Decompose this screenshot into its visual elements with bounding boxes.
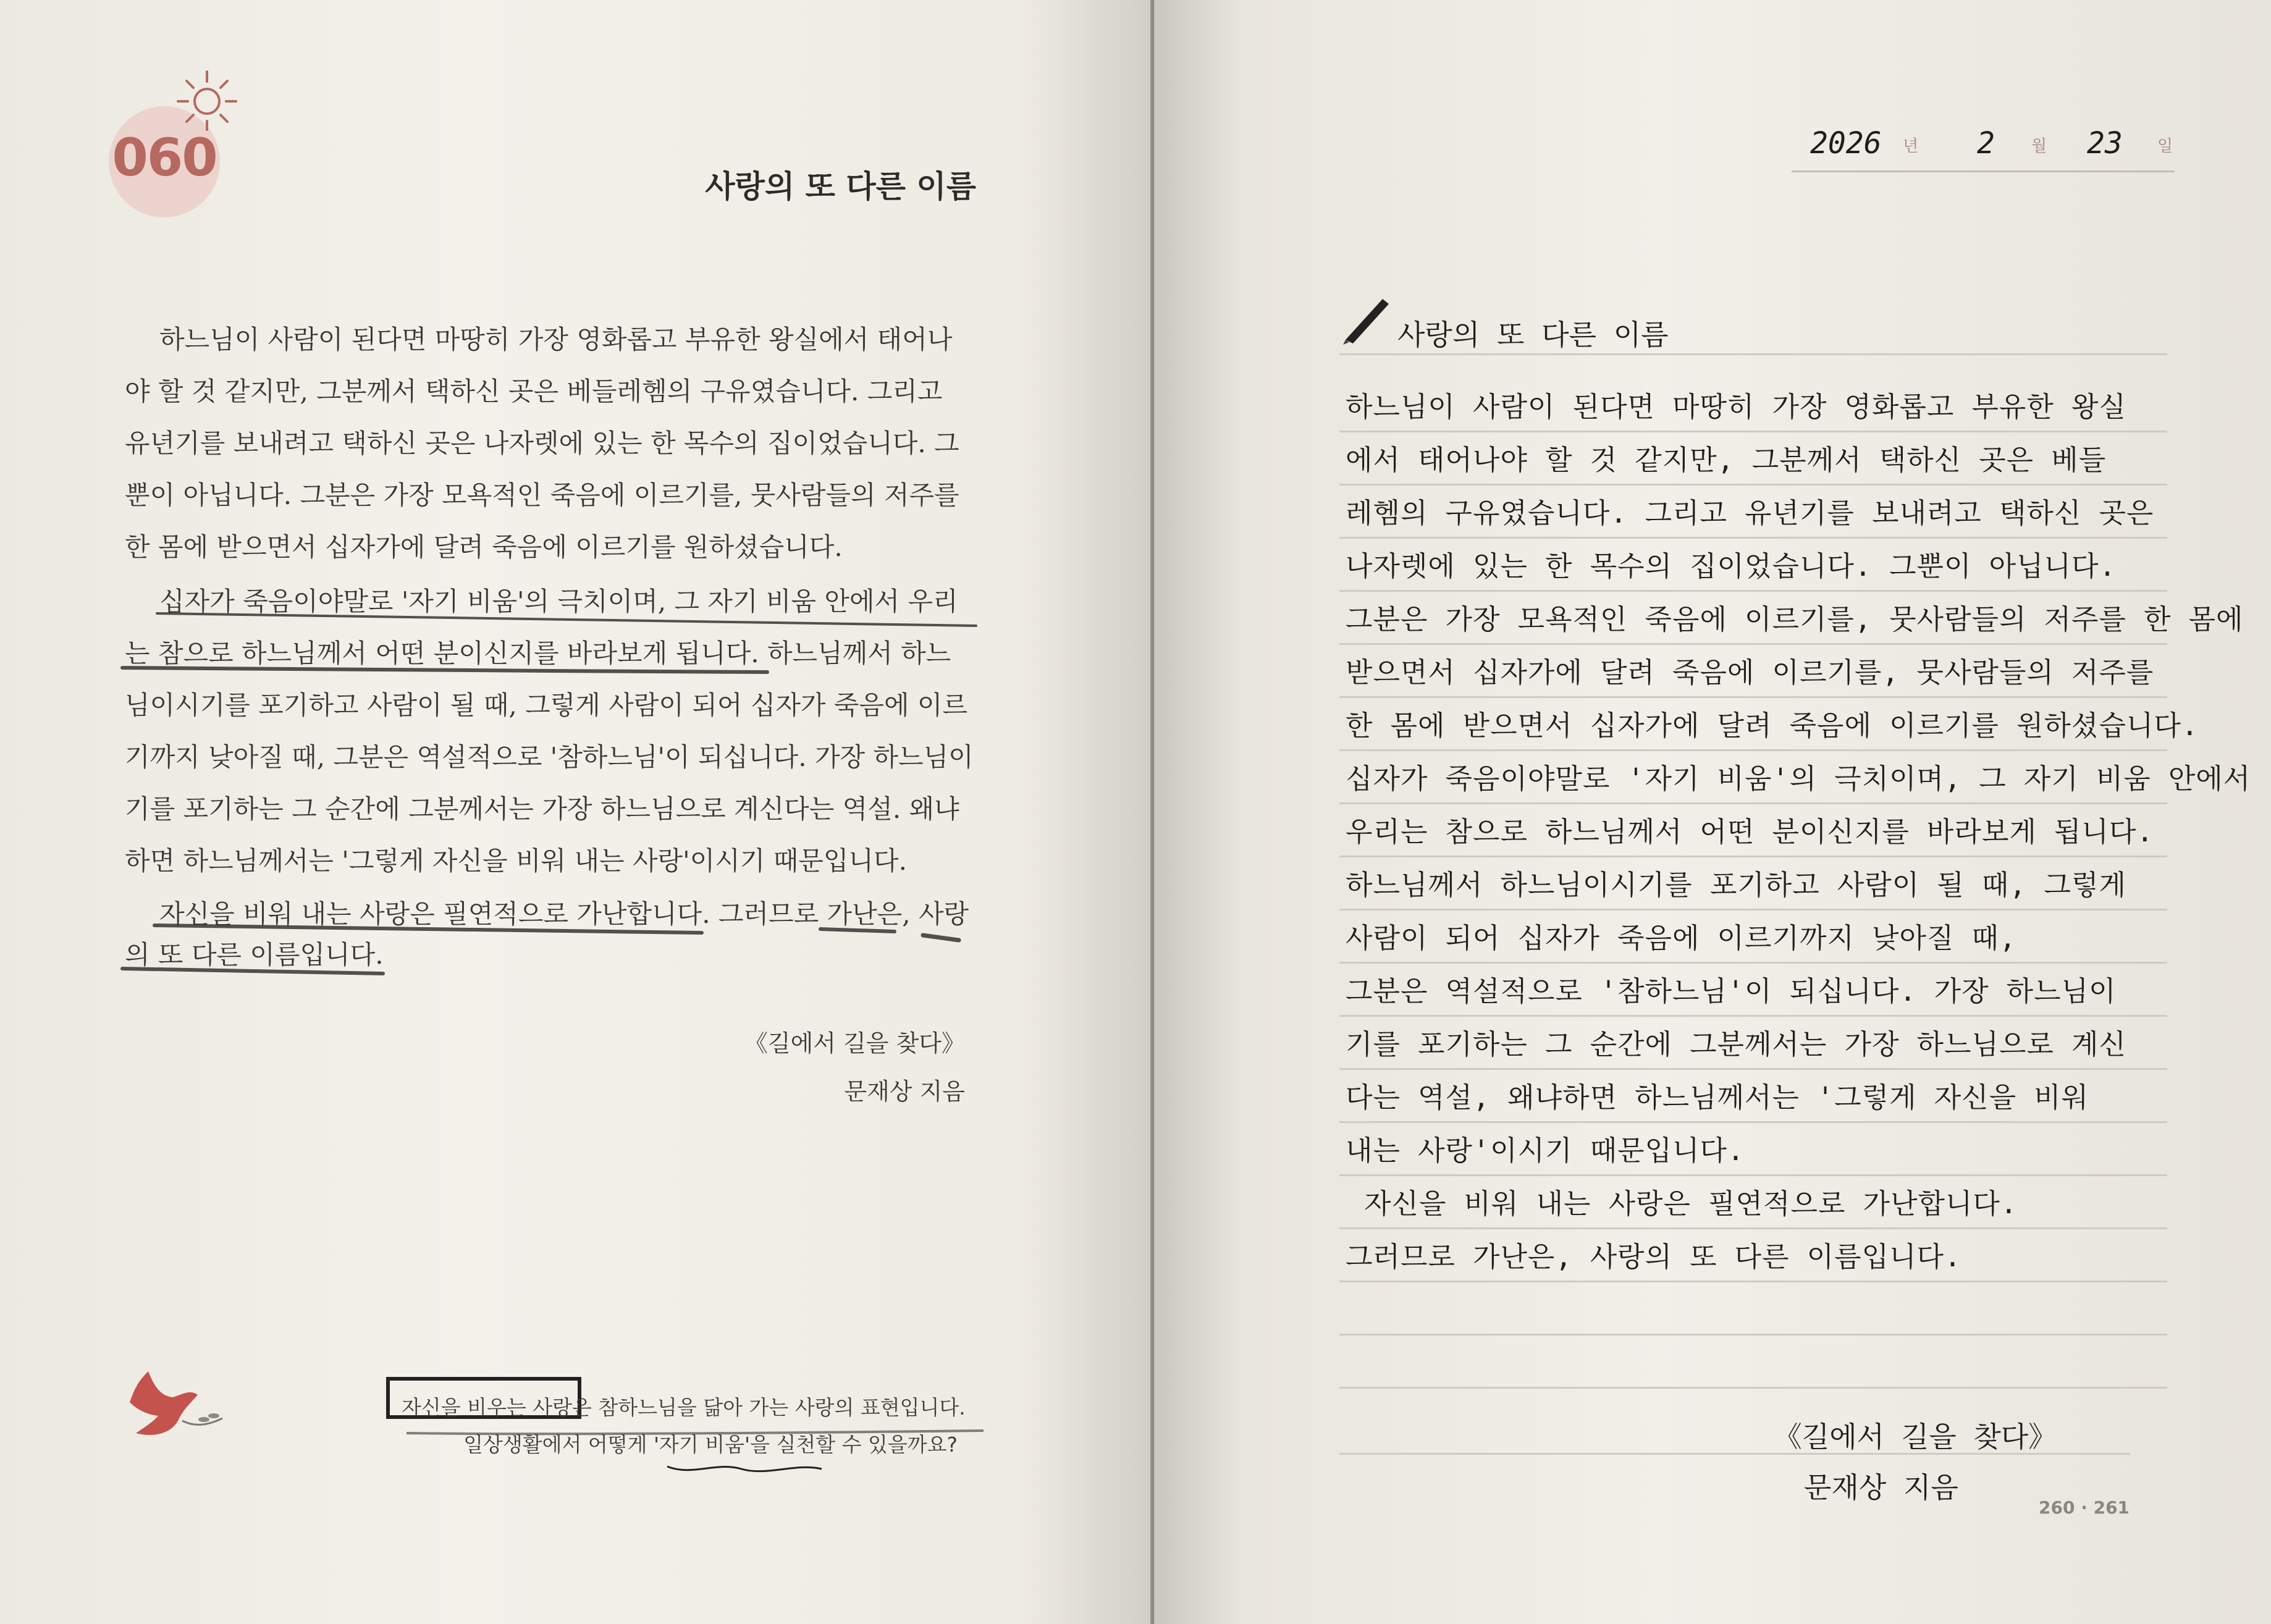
paragraph-line: 기를 포기하는 그 순간에 그분께서는 가장 하느님으로 계신다는 역설. 왜냐 (125, 794, 959, 824)
date-day-unit: 일 (2157, 137, 2173, 156)
paragraph-line: 님이시기를 포기하고 사람이 될 때, 그렇게 사람이 되어 십자가 죽음에 이르 (125, 690, 968, 720)
handwritten-source-author: 문재상 지음 (1804, 1471, 1958, 1504)
date-year-unit: 년 (1903, 137, 1919, 156)
handwritten-title: 사랑의 또 다른 이름 (1397, 318, 1669, 351)
paragraph-line: 기까지 낮아질 때, 그분은 역설적으로 '참하느님'이 되십니다. 가장 하느님이 (125, 742, 974, 772)
sun-icon (173, 65, 241, 133)
handwritten-line: 우리는 참으로 하느님께서 어떤 분이신지를 바라보게 됩니다. (1339, 804, 2167, 857)
date-day: 23 (2087, 126, 2123, 161)
paragraph-line: 자신을 비워 내는 사랑은 필연적으로 가난합니다. 그러므로 가난은, 사랑 (159, 899, 969, 929)
handwritten-line (1339, 1336, 2167, 1389)
handwritten-line: 사람이 되어 십자가 죽음에 이르기까지 낮아질 때, (1339, 911, 2167, 964)
reflection-prompt-line-1: 자신을 비우는 사랑은 참하느님을 닮아 가는 사랑의 표현입니다. (402, 1395, 966, 1420)
paragraph-line: 야 할 것 같지만, 그분께서 택하신 곳은 베들레헴의 구유였습니다. 그리고 (125, 376, 943, 406)
source-author: 문재상 지음 (844, 1078, 965, 1105)
paragraph-line: 십자가 죽음이야말로 '자기 비움'의 극치이며, 그 자기 비움 안에서 우리 (159, 586, 958, 616)
handwritten-source-book: 《길에서 길을 찾다》 (1773, 1420, 2057, 1454)
handwritten-title-row (1339, 309, 2167, 355)
paragraph-line: 한 몸에 받으면서 십자가에 달려 죽음에 이르기를 원하셨습니다. (125, 532, 843, 562)
handwritten-line (1339, 1282, 2167, 1336)
paragraph-line: 유년기를 보내려고 택하신 곳은 나자렛에 있는 한 목수의 집이었습니다. 그 (125, 428, 959, 458)
handwritten-line: 그러므로 가난은, 사랑의 또 다른 이름입니다. (1339, 1229, 2167, 1282)
handwritten-line: 십자가 죽음이야말로 '자기 비움'의 극치이며, 그 자기 비움 안에서 (1339, 751, 2167, 804)
paragraph-line: 의 또 다른 이름입니다. (125, 940, 384, 970)
handwritten-line: 하느님이 사람이 된다면 마땅히 가장 영화롭고 부유한 왕실 (1339, 379, 2167, 432)
pen-icon (1339, 290, 1395, 346)
paragraph-line: 는 참으로 하느님께서 어떤 분이신지를 바라보게 됩니다. 하느님께서 하느 (125, 638, 951, 668)
date-year: 2026 (1810, 126, 1882, 161)
handwritten-line: 자신을 비워 내는 사랑은 필연적으로 가난합니다. (1339, 1176, 2167, 1229)
handwritten-line: 나자렛에 있는 한 목수의 집이었습니다. 그뿐이 아닙니다. (1339, 539, 2167, 592)
date-field (1792, 119, 2175, 172)
handwritten-line: 받으면서 십자가에 달려 죽음에 이르기를, 뭇사람들의 저주를 (1339, 645, 2167, 698)
handwritten-line: 기를 포기하는 그 순간에 그분께서는 가장 하느님으로 계신 (1339, 1017, 2167, 1070)
handwritten-rule (1339, 1453, 2130, 1455)
day-number: 060 (112, 127, 217, 188)
date-month: 2 (1977, 126, 1995, 161)
dove-icon (117, 1359, 229, 1452)
paragraph-line: 하느님이 사람이 된다면 마땅히 가장 영화롭고 부유한 왕실에서 태어나 (159, 324, 953, 355)
handwritten-line: 그분은 가장 모욕적인 죽음에 이르기를, 뭇사람들의 저주를 한 몸에 (1339, 592, 2167, 645)
handwritten-line: 한 몸에 받으면서 십자가에 달려 죽음에 이르기를 원하셨습니다. (1339, 698, 2167, 751)
handwritten-line: 다는 역설, 왜냐하면 하느님께서는 '그렇게 자신을 비워 (1339, 1070, 2167, 1123)
source-book-title: 《길에서 길을 찾다》 (744, 1030, 965, 1057)
reflection-prompt-line-2: 일상생활에서 어떻게 '자기 비움'을 실천할 수 있을까요? (463, 1433, 958, 1457)
handwritten-line: 내는 사랑'이시기 때문입니다. (1339, 1123, 2167, 1176)
handwritten-line: 에서 태어나야 할 것 같지만, 그분께서 택하신 곳은 베들 (1339, 432, 2167, 486)
date-month-unit: 월 (2031, 137, 2047, 156)
paragraph-line: 하면 하느님께서는 '그렇게 자신을 비워 내는 사랑'이시기 때문입니다. (125, 846, 907, 876)
entry-title: 사랑의 또 다른 이름 (705, 168, 976, 204)
handwritten-line: 하느님께서 하느님이시기를 포기하고 사람이 될 때, 그렇게 (1339, 857, 2167, 911)
page-numbers: 260 · 261 (2039, 1497, 2130, 1518)
handwritten-line: 레헴의 구유였습니다. 그리고 유년기를 보내려고 택하신 곳은 (1339, 486, 2167, 539)
handwritten-line: 그분은 역설적으로 '참하느님'이 되십니다. 가장 하느님이 (1339, 964, 2167, 1017)
paragraph-line: 뿐이 아닙니다. 그분은 가장 모욕적인 죽음에 이르기를, 뭇사람들의 저주를 (125, 480, 959, 510)
